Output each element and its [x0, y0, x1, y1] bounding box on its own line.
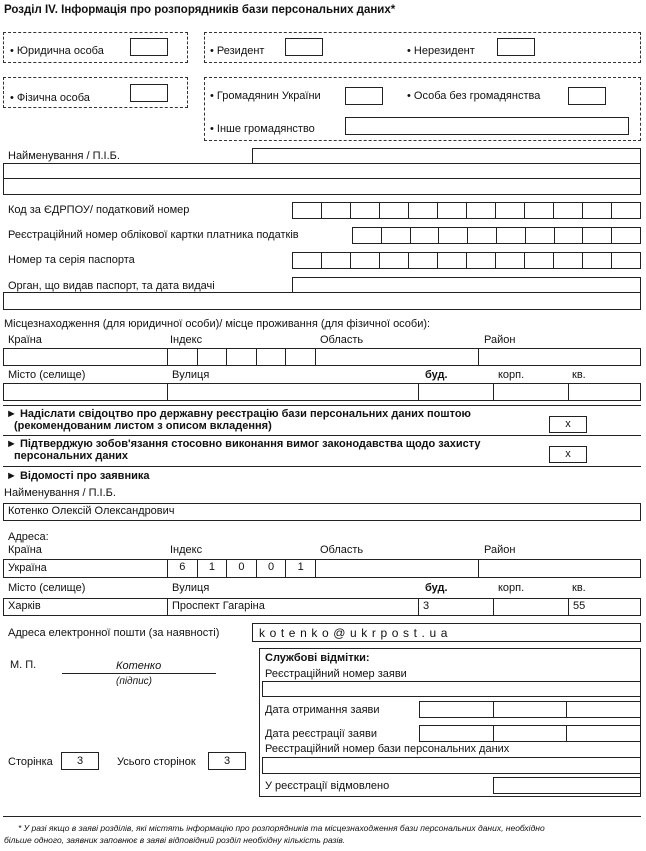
street-field[interactable]: [167, 383, 419, 401]
send-by-mail-checkbox[interactable]: x: [549, 416, 587, 433]
nonresident-checkbox[interactable]: [497, 38, 535, 56]
index-digit: 6: [179, 561, 186, 573]
district-label: Район: [484, 334, 516, 346]
passport-label: Номер та серія паспорта: [8, 254, 135, 266]
name-field-2[interactable]: [3, 163, 641, 179]
refused-label: У реєстрації відмовлено: [265, 780, 390, 792]
index-digit: 1: [285, 560, 315, 577]
city-field[interactable]: [3, 383, 168, 401]
applicant-district-label: Район: [484, 544, 516, 556]
resident-label: • Резидент: [210, 45, 265, 57]
applicant-region-label: Область: [320, 544, 364, 556]
received-date-label: Дата отримання заяви: [265, 704, 380, 716]
total-pages-label: Усього сторінок: [117, 756, 196, 768]
confirm-text-2: персональних даних: [14, 450, 129, 462]
applicant-corpus-field[interactable]: [493, 598, 569, 616]
passport-cells[interactable]: [292, 252, 641, 269]
section-title: Розділ IV. Інформація про розпорядників бази персональних даних*: [4, 4, 396, 16]
applicant-district-field[interactable]: [478, 559, 641, 578]
footnote-line-2: більше одного, заявник заповнює в заяві відповідний розділ необхідну кількість разів.: [4, 835, 346, 845]
signature-caption: (підпис): [116, 676, 152, 687]
divider: [3, 405, 641, 406]
region-label: Область: [320, 334, 364, 346]
applicant-street-label: Вулиця: [172, 582, 210, 594]
applicant-name-label: Найменування / П.І.Б.: [4, 487, 116, 499]
individual-label: • Фізична особа: [10, 92, 90, 104]
applicant-building-field[interactable]: 3: [418, 598, 494, 616]
building-label: буд.: [425, 369, 448, 381]
edrpou-cells[interactable]: [292, 202, 641, 219]
db-reg-no-label: Реєстраційний номер бази персональних даних: [265, 743, 510, 755]
email-label: Адреса електронної пошти (за наявності): [8, 627, 220, 639]
country-label: Країна: [8, 334, 42, 346]
applicant-apartment-field[interactable]: 55: [568, 598, 641, 616]
received-date-cells[interactable]: [419, 701, 641, 718]
divider: [3, 466, 641, 467]
apartment-field[interactable]: [568, 383, 641, 401]
other-citizenship-field[interactable]: [345, 117, 629, 135]
individual-checkbox[interactable]: [130, 84, 168, 102]
district-field[interactable]: [478, 348, 641, 366]
stateless-checkbox[interactable]: [568, 87, 606, 105]
applicant-name-field[interactable]: Котенко Олексій Олександрович: [3, 503, 641, 521]
applicant-country-field[interactable]: Україна: [3, 559, 168, 578]
mp-label: М. П.: [10, 659, 37, 671]
stateless-label: • Особа без громадянства: [407, 90, 541, 102]
confirm-checkbox[interactable]: x: [549, 446, 587, 463]
index-digit: 0: [256, 560, 286, 577]
name-field-3[interactable]: [3, 178, 641, 195]
citizen-ukraine-label: • Громадянин України: [210, 90, 321, 102]
applicant-index-cells[interactable]: [167, 559, 316, 578]
footnote-line-1: * У разі якщо в заяві розділів, які містять інформацію про розпорядників та місцезнаходження бази персональних даних, необхідно: [18, 823, 545, 833]
index-digit: 0: [226, 560, 256, 577]
passport-issuer-label: Орган, що видав паспорт, та дата видачі: [8, 280, 215, 292]
tax-card-label: Реєстраційний номер облікової картки платника податків: [8, 229, 299, 241]
applicant-city-field[interactable]: Харків: [3, 598, 168, 616]
applicant-street-field[interactable]: Проспект Гагаріна: [167, 598, 419, 616]
index-cells[interactable]: [167, 348, 316, 366]
location-label: Місцезнаходження (для юридичної особи)/ місце проживання (для фізичної особи):: [4, 318, 431, 330]
address-label: Адреса:: [8, 531, 49, 543]
applicant-apartment-label: кв.: [572, 582, 586, 594]
other-citizenship-label: • Інше громадянство: [210, 123, 315, 135]
db-reg-no-field[interactable]: [262, 757, 641, 774]
signature-line: [62, 673, 216, 674]
applicant-building-label: буд.: [425, 582, 448, 594]
service-title: Службові відмітки:: [265, 652, 370, 664]
corpus-field[interactable]: [493, 383, 569, 401]
page-number[interactable]: 3: [61, 752, 99, 770]
app-reg-no-label: Реєстраційний номер заяви: [265, 668, 407, 680]
total-pages[interactable]: 3: [208, 752, 246, 770]
edrpou-label: Код за ЄДРПОУ/ податковий номер: [8, 204, 190, 216]
applicant-corpus-label: корп.: [498, 582, 525, 594]
applicant-heading: ► Відомості про заявника: [6, 470, 150, 482]
email-field[interactable]: [252, 623, 641, 642]
signature-text: Котенко: [116, 660, 162, 672]
page-label: Сторінка: [8, 756, 53, 768]
passport-issuer-field-1[interactable]: [292, 277, 641, 293]
corpus-label: корп.: [498, 369, 525, 381]
name-field-1[interactable]: [252, 148, 641, 164]
region-field[interactable]: [315, 348, 479, 366]
legal-entity-checkbox[interactable]: [130, 38, 168, 56]
citizen-ukraine-checkbox[interactable]: [345, 87, 383, 105]
reg-date-cells[interactable]: [419, 725, 641, 742]
applicant-index-label: Індекс: [170, 544, 203, 556]
index-digit: 1: [197, 560, 227, 577]
passport-issuer-field-2[interactable]: [3, 292, 641, 310]
divider: [3, 435, 641, 436]
country-field[interactable]: [3, 348, 168, 366]
tax-card-cells[interactable]: [352, 227, 641, 244]
nonresident-label: • Нерезидент: [407, 45, 475, 57]
city-label: Місто (селище): [8, 369, 86, 381]
name-label: Найменування / П.І.Б.: [8, 150, 120, 162]
footnote-divider: [3, 816, 641, 817]
confirm-text-1: ► Підтверджую зобов'язання стосовно виконання вимог законодавства щодо захисту: [6, 438, 481, 450]
apartment-label: кв.: [572, 369, 586, 381]
resident-checkbox[interactable]: [285, 38, 323, 56]
legal-entity-label: • Юридична особа: [10, 45, 104, 57]
applicant-city-label: Місто (селище): [8, 582, 86, 594]
index-label: Індекс: [170, 334, 203, 346]
reg-date-label: Дата реєстрації заяви: [265, 728, 377, 740]
email-value: kotenko@ukrpost.ua: [259, 626, 453, 640]
refused-field[interactable]: [493, 777, 641, 794]
applicant-region-field[interactable]: [315, 559, 479, 578]
send-by-mail-text-2: (рекомендованим листом з описом вкладення): [14, 420, 272, 432]
send-by-mail-text-1: ► Надіслати свідоцтво про державну реєстрацію бази персональних даних поштою: [6, 408, 471, 420]
street-label: Вулиця: [172, 369, 210, 381]
building-field[interactable]: [418, 383, 494, 401]
app-reg-no-field[interactable]: [262, 681, 641, 697]
applicant-country-label: Країна: [8, 544, 42, 556]
